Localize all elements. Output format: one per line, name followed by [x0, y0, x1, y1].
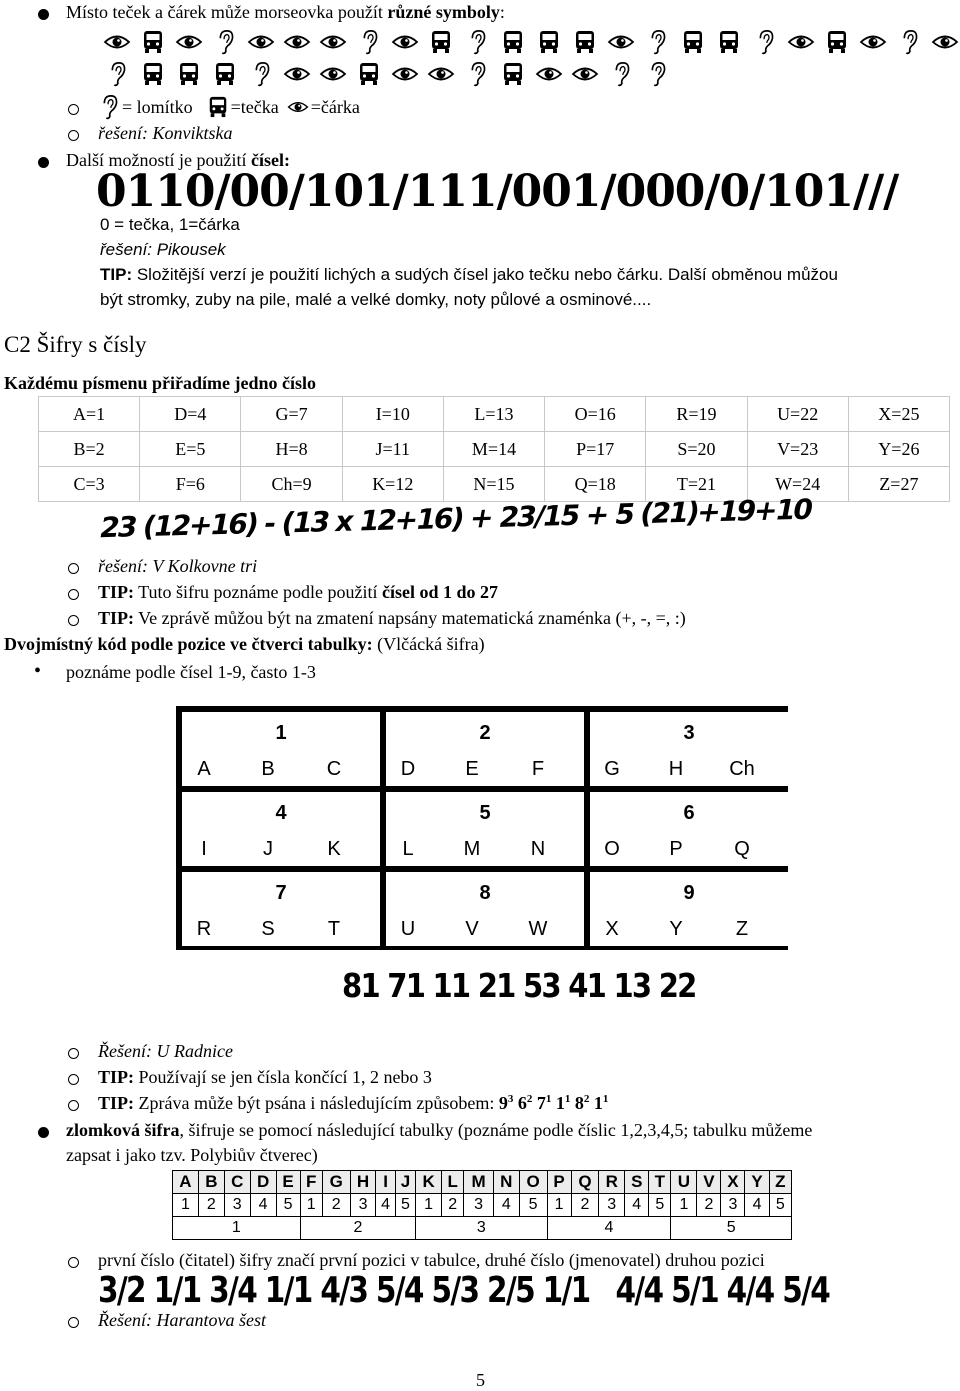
table-cell: T=21 — [646, 467, 747, 502]
example-superscript: 2 — [583, 1093, 590, 1105]
grid-letter: N — [530, 838, 546, 860]
morse-legend: = lomítko =tečka =čárka — [98, 96, 360, 118]
table-cell: D=4 — [140, 397, 241, 432]
bus-icon — [210, 60, 240, 88]
c2-solution: řešení: V Kolkovne tri — [98, 556, 258, 576]
grid-number: 5 — [479, 802, 491, 824]
section-heading-c2: C2 Šifry s čísly — [4, 332, 147, 357]
grid-letter: V — [465, 918, 479, 940]
eye-icon — [287, 96, 309, 118]
grid-number: 1 — [275, 722, 287, 744]
vlcak-solution: Řešení: U Radnice — [98, 1041, 233, 1061]
grid-letter: G — [604, 758, 620, 780]
table-cell: 1 — [173, 1217, 301, 1240]
table-cell: Q — [571, 1171, 599, 1194]
table-cell: X — [721, 1171, 745, 1194]
table-cell: O — [519, 1171, 547, 1194]
table-cell: 1 — [547, 1194, 571, 1217]
table-cell: X=25 — [848, 397, 949, 432]
table-cell: U=22 — [747, 397, 848, 432]
table-cell: J — [395, 1171, 415, 1194]
table-cell: 2 — [697, 1194, 721, 1217]
zlomkova-code: 3/2 1/1 3/4 1/1 4/3 5/4 5/3 2/5 1/1 4/4 5/1 4/4 5/4 — [98, 1270, 830, 1311]
sub-bullet — [68, 563, 79, 574]
table-cell: 5 — [769, 1194, 791, 1217]
table-cell: V — [697, 1171, 721, 1194]
eye-icon — [318, 60, 348, 88]
morse-symbol-row-2 — [102, 60, 672, 88]
table-cell: 1 — [671, 1194, 697, 1217]
zlomkova-solution: Řešení: Harantova šest — [98, 1310, 266, 1330]
vlcak-bullet-text: poznáme podle čísel 1-9, často 1-3 — [66, 662, 316, 682]
handwritten-code: 23 (12+16) - (13 x 12+16) + 23/15 + 5 (21)+19+10 — [97, 492, 814, 545]
table-cell: F — [300, 1171, 322, 1194]
table-cell: 3 — [416, 1217, 547, 1240]
table-cell: 1 — [300, 1194, 322, 1217]
grid-cell — [386, 712, 584, 786]
numbers-intro: Další možností je použití čísel: — [66, 150, 290, 170]
table-cell: Q=18 — [545, 467, 646, 502]
bus-icon — [498, 28, 528, 56]
table-cell: L=13 — [443, 397, 544, 432]
grid-letter: Y — [669, 918, 683, 940]
table-cell: K — [416, 1171, 442, 1194]
c2-subheading: Každému písmenu přiřadíme jedno číslo — [4, 373, 317, 393]
grid-letter: W — [528, 918, 548, 940]
sub-bullet — [68, 1257, 79, 1268]
eye-icon — [174, 28, 204, 56]
table-cell: 5 — [395, 1194, 415, 1217]
binary-code: 0110/00/101/111/001/000/0/101/// — [96, 166, 899, 217]
bus-icon — [207, 96, 229, 118]
example-digit: 8 — [574, 1093, 584, 1113]
eye-icon — [318, 28, 348, 56]
eye-icon — [246, 28, 276, 56]
numbers-solution: řešení: Pikousek — [100, 240, 226, 259]
table-cell: R=19 — [646, 397, 747, 432]
numbers-tip-line2: být stromky, zuby na pile, malé a velké domky, noty půlové a osminové.... — [100, 290, 652, 309]
example-digit: 1 — [555, 1093, 565, 1113]
fraction-table — [172, 1170, 792, 1240]
sub-bullet — [68, 130, 79, 141]
ear-icon — [246, 60, 276, 88]
bus-icon — [822, 28, 852, 56]
grid-letter: L — [402, 838, 414, 860]
bullet-dot — [38, 1127, 49, 1138]
morse-intro: Místo teček a čárek může morseovka použít různé symboly: — [66, 2, 505, 22]
vlcak-code: 81 71 11 21 53 41 13 22 — [342, 966, 696, 1005]
numbers-tip: TIP: Složitější verzí je použití lichých a sudých čísel jako tečku nebo čárku. Další obměnou můžou — [100, 265, 838, 284]
sub-bullet — [68, 589, 79, 600]
bullet-dot — [38, 157, 49, 168]
bus-icon — [498, 60, 528, 88]
bus-icon — [426, 28, 456, 56]
vlcak-tip-2: TIP: Zpráva může být psána i následujícím způsobem: $9^3$ $6^2$ $7^1$ $1^1$ $8^2$ $1^1$ — [98, 1093, 609, 1113]
table-cell: 4 — [250, 1194, 276, 1217]
grid-number: 9 — [683, 882, 695, 904]
eye-icon — [786, 28, 816, 56]
table-cell: 1 — [416, 1194, 442, 1217]
grid-letter: U — [400, 918, 416, 940]
grid-number: 8 — [479, 882, 491, 904]
table-cell: N — [493, 1171, 519, 1194]
table-cell: 5 — [649, 1194, 671, 1217]
c2-tip-1: TIP: Tuto šifru poznáme podle použití čísel od 1 do 27 — [98, 582, 498, 602]
eye-icon — [930, 28, 960, 56]
eye-icon — [282, 60, 312, 88]
grid-letter: X — [605, 918, 619, 940]
grid-cell — [590, 792, 788, 866]
table-cell: J=11 — [342, 432, 443, 467]
grid-cell — [590, 872, 788, 946]
table-cell: 5 — [519, 1194, 547, 1217]
ear-icon — [894, 28, 924, 56]
bullet-glyph: • — [34, 660, 42, 682]
letter-number-table — [38, 396, 950, 502]
eye-icon — [570, 60, 600, 88]
morse-symbol-row-1 — [102, 28, 960, 56]
example-digit: 9 — [498, 1093, 508, 1113]
table-row — [173, 1171, 792, 1194]
table-cell: 5 — [276, 1194, 300, 1217]
morse-solution: řešení: Konviktska — [98, 123, 233, 143]
table-cell: C — [224, 1171, 250, 1194]
bus-icon — [138, 28, 168, 56]
table-cell: 2 — [300, 1217, 416, 1240]
table-cell: W=24 — [747, 467, 848, 502]
numbers-legend: 0 = tečka, 1=čárka — [100, 215, 240, 234]
eye-icon — [426, 60, 456, 88]
table-row — [39, 397, 950, 432]
bullet-dot — [38, 9, 49, 20]
table-cell: E — [276, 1171, 300, 1194]
ear-icon — [642, 60, 672, 88]
grid-number: 2 — [479, 722, 491, 744]
table-cell: Z — [769, 1171, 791, 1194]
bus-icon — [174, 60, 204, 88]
table-cell: A — [173, 1171, 199, 1194]
table-cell: 3 — [464, 1194, 494, 1217]
eye-icon — [102, 28, 132, 56]
bus-icon — [534, 28, 564, 56]
grid-letter: T — [327, 918, 341, 940]
table-cell: 4 — [547, 1217, 671, 1240]
grid-cell — [182, 872, 380, 946]
table-cell: 3 — [224, 1194, 250, 1217]
page-number: 5 — [476, 1370, 485, 1390]
table-cell: I — [376, 1171, 395, 1194]
bus-icon — [714, 28, 744, 56]
grid-letter: I — [201, 838, 207, 860]
table-row — [173, 1194, 792, 1217]
table-cell: 4 — [745, 1194, 769, 1217]
table-cell: 3 — [599, 1194, 625, 1217]
ear-icon — [462, 60, 492, 88]
table-cell: T — [649, 1171, 671, 1194]
grid-letter: F — [531, 758, 545, 780]
ear-icon — [606, 60, 636, 88]
table-cell: 1 — [173, 1194, 199, 1217]
ear-icon — [642, 28, 672, 56]
eye-icon — [606, 28, 636, 56]
eye-icon — [858, 28, 888, 56]
table-cell: V=23 — [747, 432, 848, 467]
table-cell: P=17 — [545, 432, 646, 467]
bus-icon — [678, 28, 708, 56]
grid-letter: S — [261, 918, 275, 940]
grid-cell — [590, 712, 788, 786]
sub-bullet — [68, 104, 79, 115]
vlcak-heading: Dvojmístný kód podle pozice ve čtverci tabulky: (Vlčácká šifra) — [4, 634, 485, 654]
grid-letter: H — [668, 758, 684, 780]
table-cell: Z=27 — [848, 467, 949, 502]
table-cell: D — [250, 1171, 276, 1194]
example-superscript: 1 — [545, 1093, 552, 1105]
table-cell: Y — [745, 1171, 769, 1194]
grid-letter: D — [400, 758, 416, 780]
grid-letter: Z — [735, 918, 749, 940]
example-digit: 6 — [517, 1093, 527, 1113]
grid-letter: Ch — [729, 758, 755, 780]
table-cell: 5 — [671, 1217, 792, 1240]
table-cell: 4 — [376, 1194, 395, 1217]
zlomkova-intro: zlomková šifra, šifruje se pomocí následující tabulky (poznáme podle číslic 1,2,3,4,5; tabulku můžeme — [66, 1120, 813, 1140]
table-row — [173, 1217, 792, 1240]
table-cell: B — [198, 1171, 224, 1194]
example-superscript: 2 — [526, 1093, 533, 1105]
grid-number: 3 — [683, 722, 695, 744]
eye-icon — [390, 28, 420, 56]
table-cell: 2 — [571, 1194, 599, 1217]
table-cell: O=16 — [545, 397, 646, 432]
example-digit: 1 — [593, 1093, 603, 1113]
bus-icon — [138, 60, 168, 88]
table-cell: K=12 — [342, 467, 443, 502]
grid-letter: E — [465, 758, 479, 780]
zlomkova-note: první číslo (čitatel) šifry značí první pozici v tabulce, druhé číslo (jmenovatel) druhou pozici — [98, 1250, 765, 1270]
bus-icon — [570, 28, 600, 56]
grid-letter: B — [261, 758, 275, 780]
table-cell: E=5 — [140, 432, 241, 467]
ear-icon — [462, 28, 492, 56]
grid-number: 6 — [683, 802, 695, 824]
table-cell: M — [464, 1171, 494, 1194]
example-superscript: 3 — [507, 1093, 514, 1105]
table-cell: S=20 — [646, 432, 747, 467]
grid-cell — [386, 792, 584, 866]
table-cell: 2 — [442, 1194, 464, 1217]
table-cell: F=6 — [140, 467, 241, 502]
grid-cell — [182, 792, 380, 866]
table-cell: H — [350, 1171, 376, 1194]
example-digit: 7 — [536, 1093, 546, 1113]
grid-number: 4 — [275, 802, 287, 824]
table-cell: G=7 — [241, 397, 342, 432]
table-cell: P — [547, 1171, 571, 1194]
table-cell: H=8 — [241, 432, 342, 467]
eye-icon — [534, 60, 564, 88]
bus-icon — [354, 60, 384, 88]
table-cell: M=14 — [443, 432, 544, 467]
sub-bullet — [68, 1048, 79, 1059]
eye-icon — [390, 60, 420, 88]
grid-cell — [386, 872, 584, 946]
zlomkova-intro-line2: zapsat i jako tzv. Polybiův čtverec) — [66, 1145, 318, 1165]
grid-letter: Q — [734, 838, 750, 860]
example-superscript: 1 — [602, 1093, 609, 1105]
grid-letter: R — [196, 918, 212, 940]
table-cell: 2 — [198, 1194, 224, 1217]
sub-bullet — [68, 615, 79, 626]
eye-icon — [282, 28, 312, 56]
sub-bullet — [68, 1317, 79, 1328]
vlcak-grid — [176, 706, 788, 950]
table-cell: C=3 — [39, 467, 140, 502]
table-cell: S — [625, 1171, 649, 1194]
table-cell: 2 — [322, 1194, 350, 1217]
grid-letter: K — [327, 838, 341, 860]
grid-letter: A — [197, 758, 211, 780]
grid-letter: O — [604, 838, 620, 860]
grid-number: 7 — [275, 882, 287, 904]
ear-icon — [98, 96, 120, 118]
c2-tip-2: TIP: Ve zprávě můžou být na zmatení napsány matematická znaménka (+, -, =, :) — [98, 608, 686, 628]
table-cell: L — [442, 1171, 464, 1194]
ear-icon — [750, 28, 780, 56]
grid-cell — [182, 712, 380, 786]
table-cell: Ch=9 — [241, 467, 342, 502]
grid-letter: P — [669, 838, 683, 860]
vlcak-tip-1: TIP: Používají se jen čísla končící 1, 2 nebo 3 — [98, 1067, 432, 1087]
table-cell: I=10 — [342, 397, 443, 432]
table-cell: N=15 — [443, 467, 544, 502]
ear-icon — [102, 60, 132, 88]
grid-letter: C — [326, 758, 342, 780]
table-cell: A=1 — [39, 397, 140, 432]
table-cell: 4 — [625, 1194, 649, 1217]
table-cell: Y=26 — [848, 432, 949, 467]
table-row — [39, 432, 950, 467]
superscript-example — [499, 1093, 609, 1113]
table-cell: 3 — [721, 1194, 745, 1217]
sub-bullet — [68, 1074, 79, 1085]
table-cell: G — [322, 1171, 350, 1194]
sub-bullet — [68, 1100, 79, 1111]
grid-letter: J — [263, 838, 273, 860]
example-superscript: 1 — [564, 1093, 571, 1105]
table-cell: U — [671, 1171, 697, 1194]
grid-letter: M — [463, 838, 481, 860]
table-cell: 3 — [350, 1194, 376, 1217]
table-cell: B=2 — [39, 432, 140, 467]
ear-icon — [354, 28, 384, 56]
ear-icon — [210, 28, 240, 56]
table-cell: R — [599, 1171, 625, 1194]
table-cell: 4 — [493, 1194, 519, 1217]
